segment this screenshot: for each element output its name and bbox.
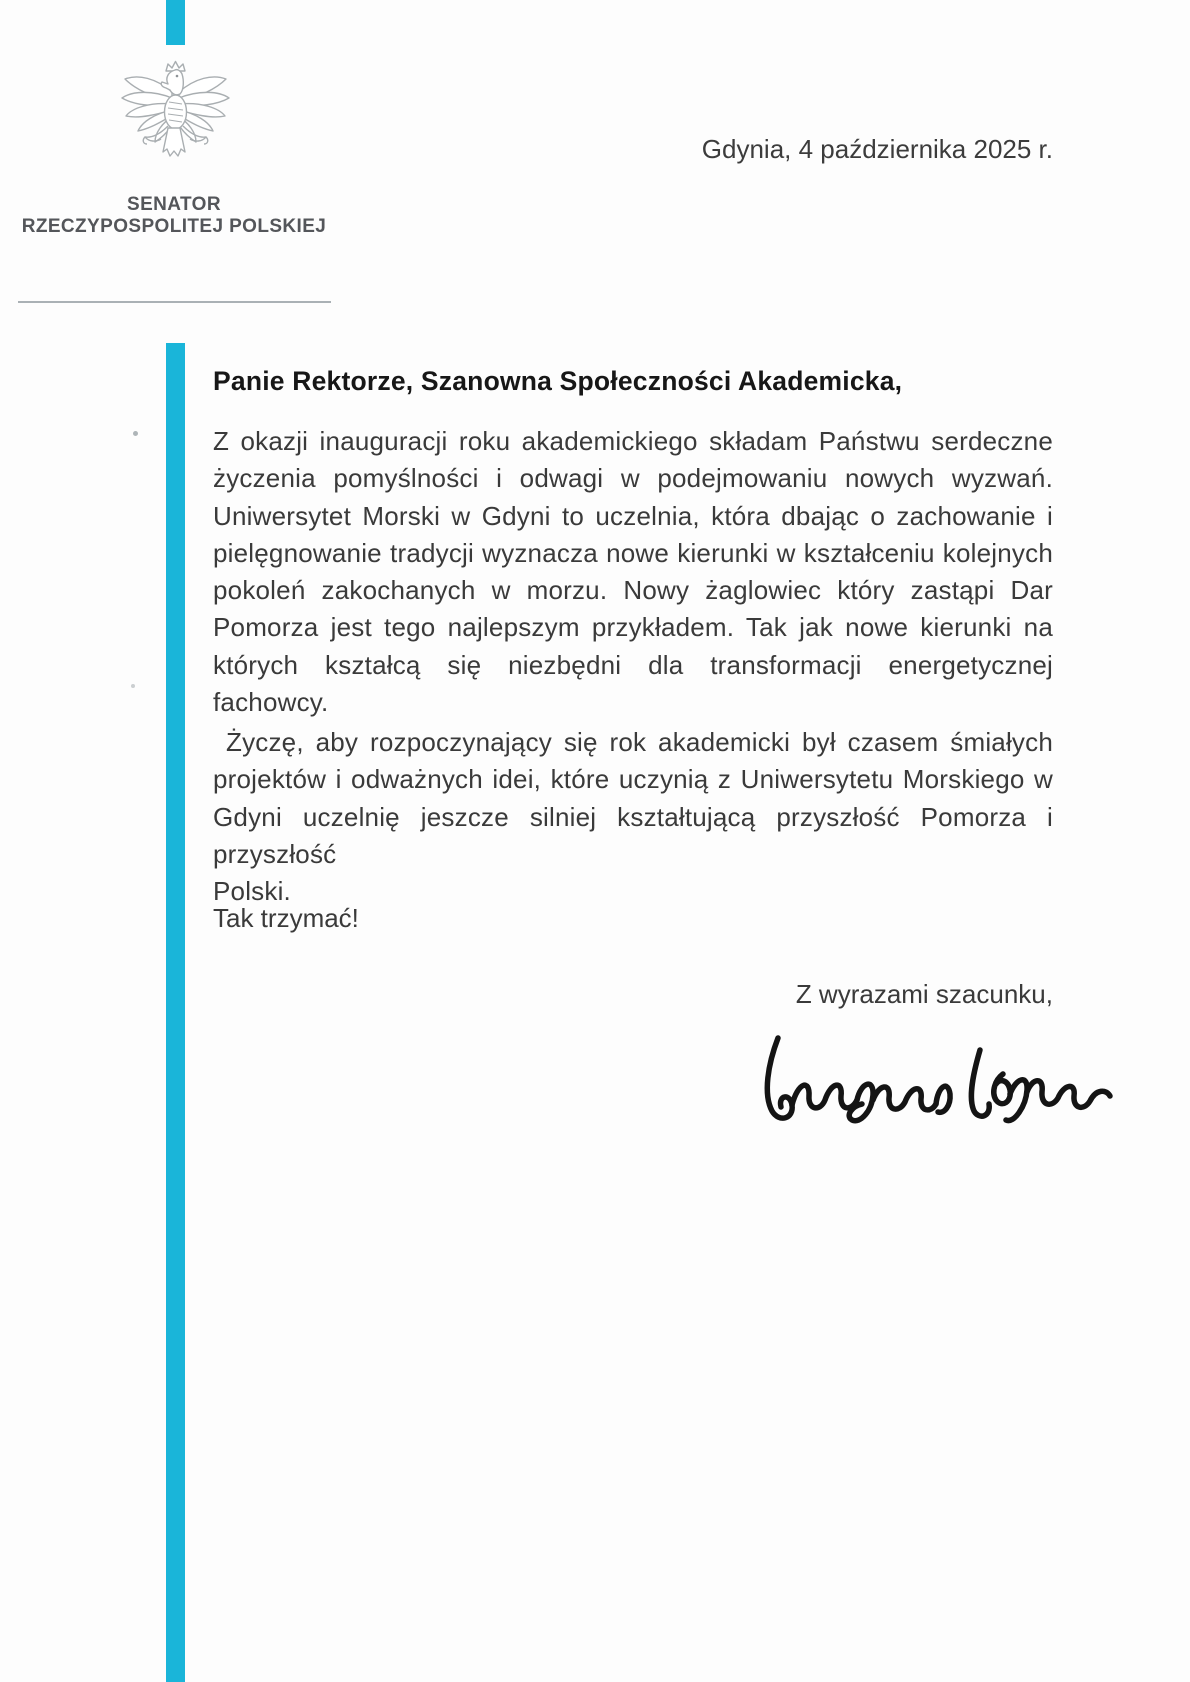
valediction: Z wyrazami szacunku, xyxy=(795,979,1053,1009)
paragraph-line: Gdyni uczelnię jeszcze silniej kształtującą przyszłość Pomorza i przyszłość xyxy=(213,801,1053,869)
salutation: Panie Rektorze, Szanowna Społeczności Akademicka, xyxy=(213,366,903,396)
closing-motto: Tak trzymać! xyxy=(213,903,359,933)
signature-handwriting xyxy=(748,1016,1118,1141)
accent-bar-top xyxy=(166,0,185,45)
paragraph-line: Z okazji inauguracji roku akademickiego składam Państwu serdeczne xyxy=(213,426,1053,456)
date-line: Gdynia, 4 października 2025 r. xyxy=(701,134,1053,164)
paragraph-1 xyxy=(213,423,1053,721)
letterhead-title-line2: RZECZYPOSPOLITEJ POLSKIEJ xyxy=(21,216,327,237)
paragraph-line: Życzę, aby rozpoczynający się rok akademicki był czasem śmiałych xyxy=(226,727,1053,757)
paragraph-line: Uniwersytet Morski w Gdyni to uczelnia, która dbając o zachowanie i xyxy=(213,500,1053,531)
paragraph-line: Pomorza jest tego najlepszym przykładem. Tak jak nowe kierunki na xyxy=(213,612,1053,643)
paragraph-line: pielęgnowanie tradycji wyznacza nowe kierunki w kształceniu kolejnych xyxy=(213,537,1053,568)
accent-bar-left xyxy=(166,343,185,1682)
letterhead-title-line1: SENATOR xyxy=(127,194,221,215)
paragraph-line: projektów i odważnych idei, które uczynią z Uniwersytetu Morskiego w xyxy=(213,764,1053,795)
scan-speck xyxy=(133,431,138,436)
letterhead-divider xyxy=(18,301,331,303)
polish-eagle-emblem xyxy=(118,60,233,182)
scan-speck xyxy=(131,684,135,688)
paragraph-line: życzenia pomyślności i odwagi w podejmowaniu nowych wyzwań. xyxy=(213,463,1053,494)
paragraph-line: których kształcą się niezbędni dla transformacji energetycznej fachowcy. xyxy=(213,649,1053,718)
paragraph-line: Polski. xyxy=(213,876,291,907)
paragraph-2 xyxy=(213,724,1053,910)
paragraph-line: pokoleń zakochanych w morzu. Nowy żaglowiec który zastąpi Dar xyxy=(213,575,1053,606)
letterhead-office-title xyxy=(8,194,340,238)
